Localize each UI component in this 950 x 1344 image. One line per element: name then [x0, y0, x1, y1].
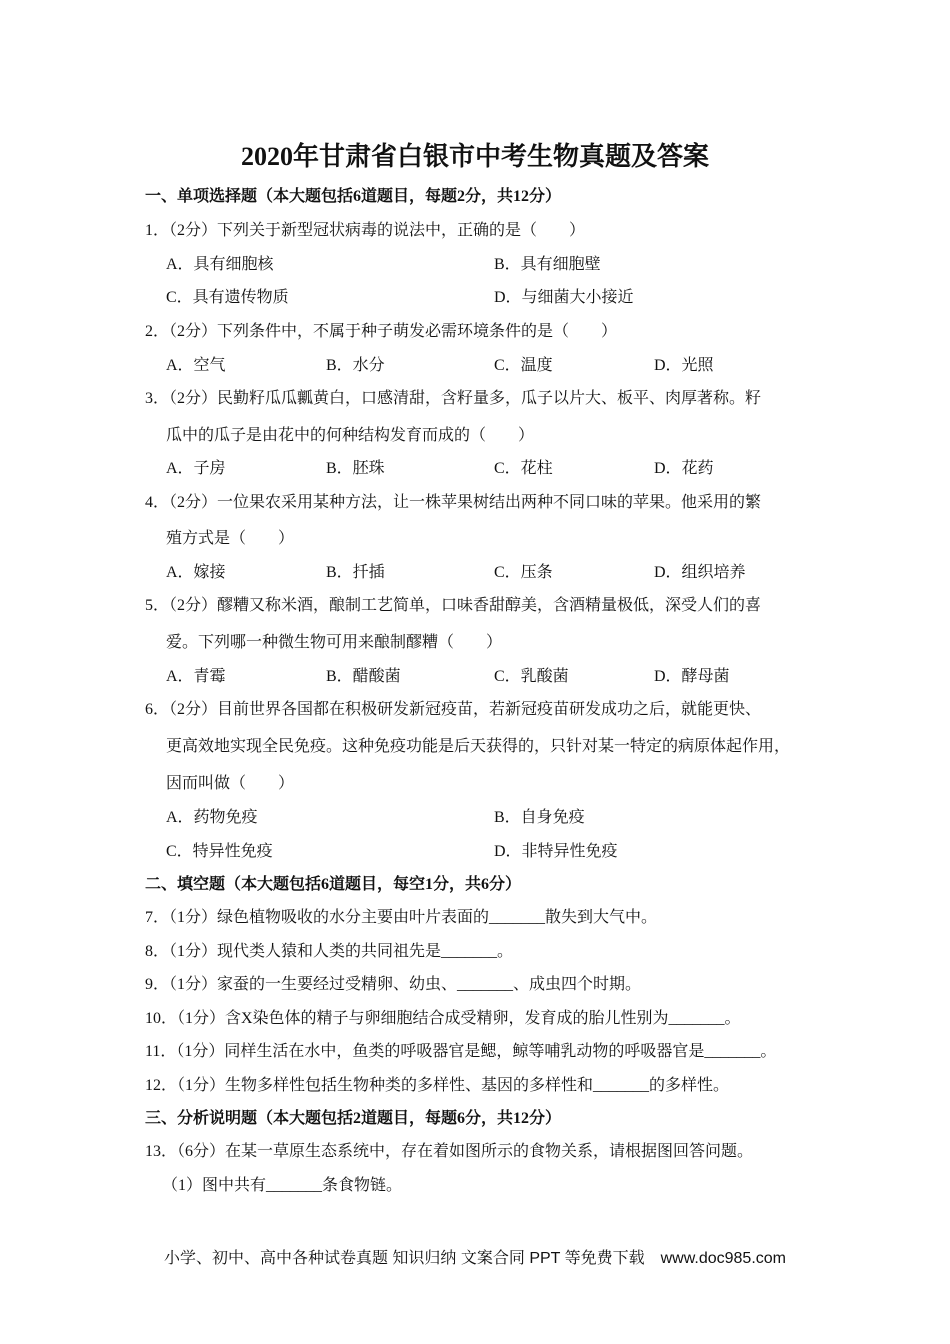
q1-option-a: A．具有细胞核 — [166, 256, 274, 273]
q5-option-b: B．醋酸菌 — [326, 668, 401, 685]
section-heading-choice: 一、单项选择题（本大题包括6道题目，每题2分，共12分） — [145, 188, 562, 205]
question-13: 13．（6分）在某一草原生态系统中，存在着如图所示的食物关系，请根据图回答问题。 — [145, 1143, 754, 1160]
q4-option-a: A．嫁接 — [166, 564, 226, 581]
q1-option-c: C．具有遗传物质 — [166, 289, 289, 306]
q3-option-b: B．胚珠 — [326, 460, 385, 477]
q3-option-c: C．花柱 — [494, 460, 553, 477]
q6-option-b: B．自身免疫 — [494, 809, 585, 826]
q5-option-a: A．青霉 — [166, 668, 226, 685]
q6-option-a: A．药物免疫 — [166, 809, 258, 826]
question-12: 12．（1分）生物多样性包括生物种类的多样性、基因的多样性和_______的多样性。 — [145, 1077, 730, 1094]
question-6-continued-2: 因而叫做（ ） — [166, 775, 295, 792]
q6-option-c: C．特异性免疫 — [166, 843, 273, 860]
q5-option-d: D．酵母菌 — [654, 668, 730, 685]
question-6-continued: 更高效地实现全民免疫。这种免疫功能是后天获得的，只针对某一特定的病原体起作用， — [166, 738, 791, 755]
question-11: 11．（1分）同样生活在水中，鱼类的呼吸器官是鳃，鲸等哺乳动物的呼吸器官是_______。 — [145, 1043, 777, 1060]
q3-option-d: D．花药 — [654, 460, 714, 477]
q5-option-c: C．乳酸菌 — [494, 668, 569, 685]
q1-option-b: B．具有细胞壁 — [494, 256, 601, 273]
question-13-part-1: （1）图中共有_______条食物链。 — [162, 1177, 403, 1194]
q4-option-b: B．扦插 — [326, 564, 385, 581]
q6-option-d: D．非特异性免疫 — [494, 843, 618, 860]
question-7: 7．（1分）绿色植物吸收的水分主要由叶片表面的_______散失到大气中。 — [145, 909, 658, 926]
q4-option-c: C．压条 — [494, 564, 553, 581]
question-5: 5．（2分）醪糟又称米酒，酿制工艺简单，口味香甜醇美，含酒精量极低，深受人们的喜 — [145, 597, 762, 614]
question-1: 1．（2分）下列关于新型冠状病毒的说法中，正确的是（ ） — [145, 222, 586, 239]
page-footer: 小学、初中、高中各种试卷真题 知识归纳 文案合同 PPT 等免费下载 www.doc985.com — [163, 1250, 786, 1267]
q2-option-b: B．水分 — [326, 357, 385, 374]
question-9: 9．（1分）家蚕的一生要经过受精卵、幼虫、_______、成虫四个时期。 — [145, 976, 642, 993]
q4-option-d: D．组织培养 — [654, 564, 746, 581]
question-4-continued: 殖方式是（ ） — [166, 530, 295, 547]
question-5-continued: 爱。下列哪一种微生物可用来酿制醪糟（ ） — [166, 634, 503, 651]
question-8: 8．（1分）现代类人猿和人类的共同祖先是_______。 — [145, 943, 514, 960]
question-4: 4．（2分）一位果农采用某种方法，让一株苹果树结出两种不同口味的苹果。他采用的繁 — [145, 494, 762, 511]
document-title: 2020年甘肃省白银市中考生物真题及答案 — [240, 142, 709, 171]
section-heading-fill-blank: 二、填空题（本大题包括6道题目，每空1分，共6分） — [145, 876, 522, 893]
q2-option-d: D．光照 — [654, 357, 714, 374]
question-6: 6．（2分）目前世界各国都在积极研发新冠疫苗，若新冠疫苗研发成功之后，就能更快、 — [145, 701, 762, 718]
question-2: 2．（2分）下列条件中，不属于种子萌发必需环境条件的是（ ） — [145, 323, 618, 340]
q2-option-a: A．空气 — [166, 357, 226, 374]
question-3: 3．（2分）民勤籽瓜瓜瓤黄白，口感清甜，含籽量多，瓜子以片大、板平、肉厚著称。籽 — [145, 390, 762, 407]
q2-option-c: C．温度 — [494, 357, 553, 374]
q3-option-a: A．子房 — [166, 460, 226, 477]
section-heading-analysis: 三、分析说明题（本大题包括2道题目，每题6分，共12分） — [145, 1110, 562, 1127]
question-10: 10．（1分）含X染色体的精子与卵细胞结合成受精卵，发育成的胎儿性别为_______。 — [145, 1010, 741, 1027]
q1-option-d: D．与细菌大小接近 — [494, 289, 634, 306]
question-3-continued: 瓜中的瓜子是由花中的何种结构发育而成的（ ） — [166, 427, 535, 444]
